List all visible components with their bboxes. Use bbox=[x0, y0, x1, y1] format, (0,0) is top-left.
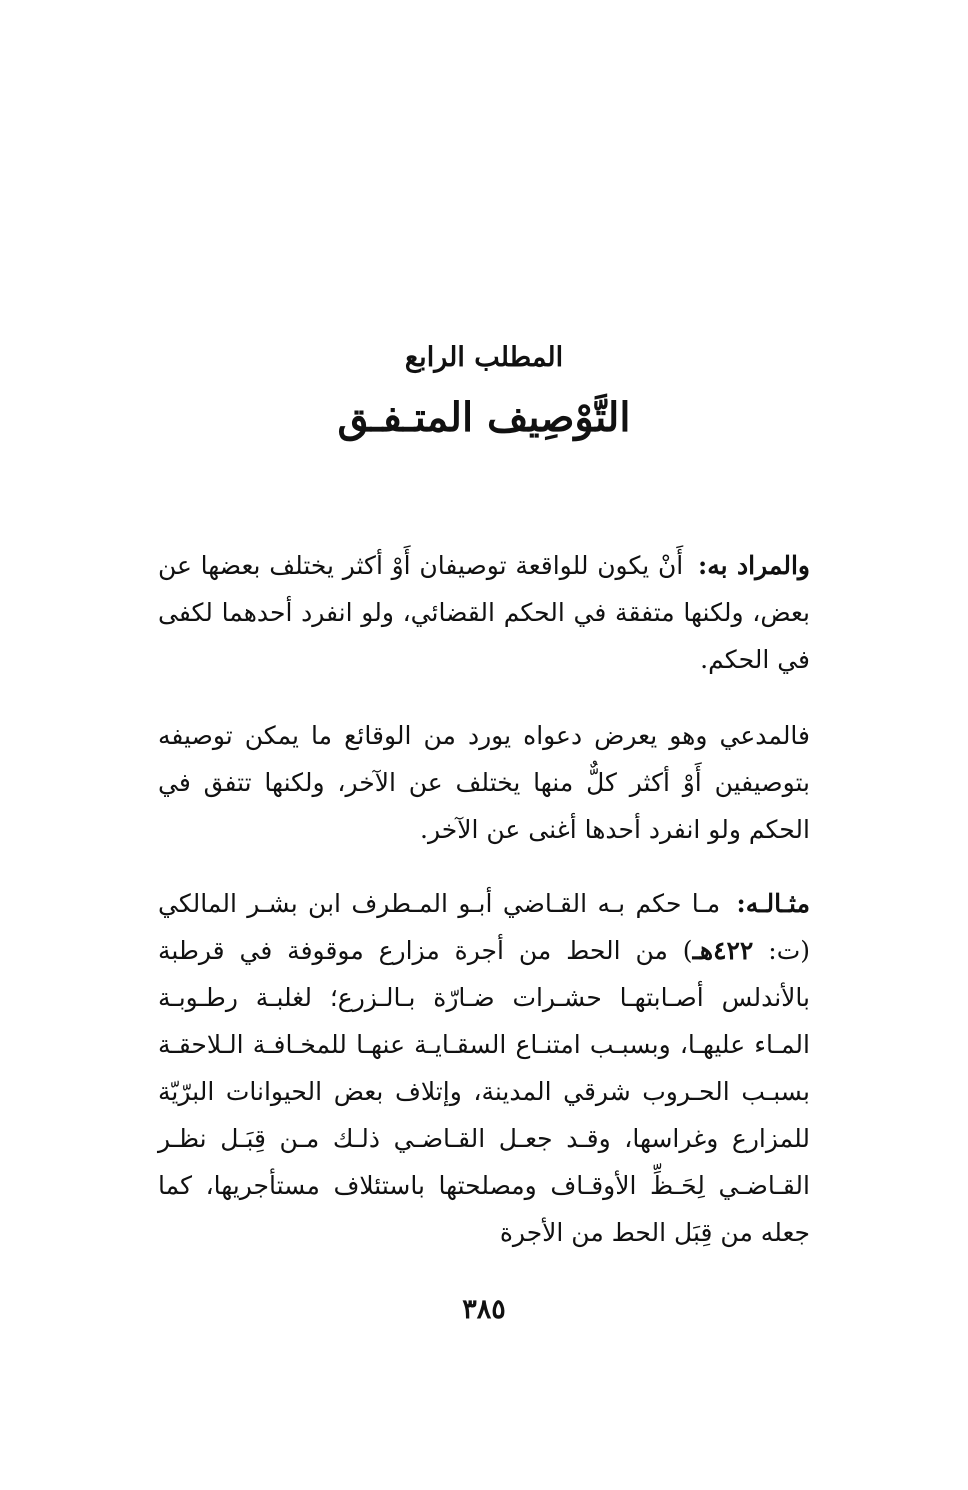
page-number: ٣٨٥ bbox=[462, 1294, 506, 1325]
section-label: المطلب الرابع bbox=[404, 342, 564, 373]
paragraph-lead: والمراد به: bbox=[697, 551, 811, 580]
paragraph-text: ) من الحط من أجرة مزارع موقوفة في قرطبة بالأندلس أصـابتهـا حشـرات ضـارّة بـالـزرع؛ لغلبـة رطـوبـة المـاء عليهـا، وبسبـب امتنـاع السقـايـة عنهـا للمخـافـة الـلاحقـة بسبـب الحـروب شرقي المدينة، وإتلاف بعض الحيوانات البرّيّة للمزارع وغراسها، وقـد جعـل القـاضـي ذلـك مـن قِبَـل نظـر القـاضـي لِحَـظِّ الأوقـاف ومصلحتها باستئلاف مستأجريها، كما جعله من قِبَل الحط من الأجرة bbox=[158, 936, 810, 1247]
year-reference: ٤٢٢هـ bbox=[692, 936, 754, 965]
paragraph-definition bbox=[158, 542, 810, 683]
paragraph-lead: مثـالـه: bbox=[736, 889, 810, 918]
paragraph-example bbox=[158, 880, 810, 1256]
paragraph-explanation bbox=[158, 712, 810, 853]
section-title: التَّوْصِيف المتـفـق bbox=[337, 394, 631, 441]
paragraph-text: مـا حكم بـه القـاضي أبـو المـطرف ابن بشـر المالكي (ت: bbox=[158, 889, 810, 965]
paragraph-text: أَنْ يكون للواقعة توصيفان أَوْ أكثر يختلف بعضها عن بعض، ولكنها متفقة في الحكم القضائي، ولو انفرد أحدهما لكفى في الحكم. bbox=[158, 551, 810, 674]
paragraph-text: فالمدعي وهو يعرض دعواه يورد من الوقائع ما يمكن توصيفه بتوصيفين أَوْ أكثر كلٌّ منها يختلف عن الآخر، ولكنها تتفق في الحكم ولو انفرد أحدها أغنى عن الآخر. bbox=[158, 721, 810, 844]
